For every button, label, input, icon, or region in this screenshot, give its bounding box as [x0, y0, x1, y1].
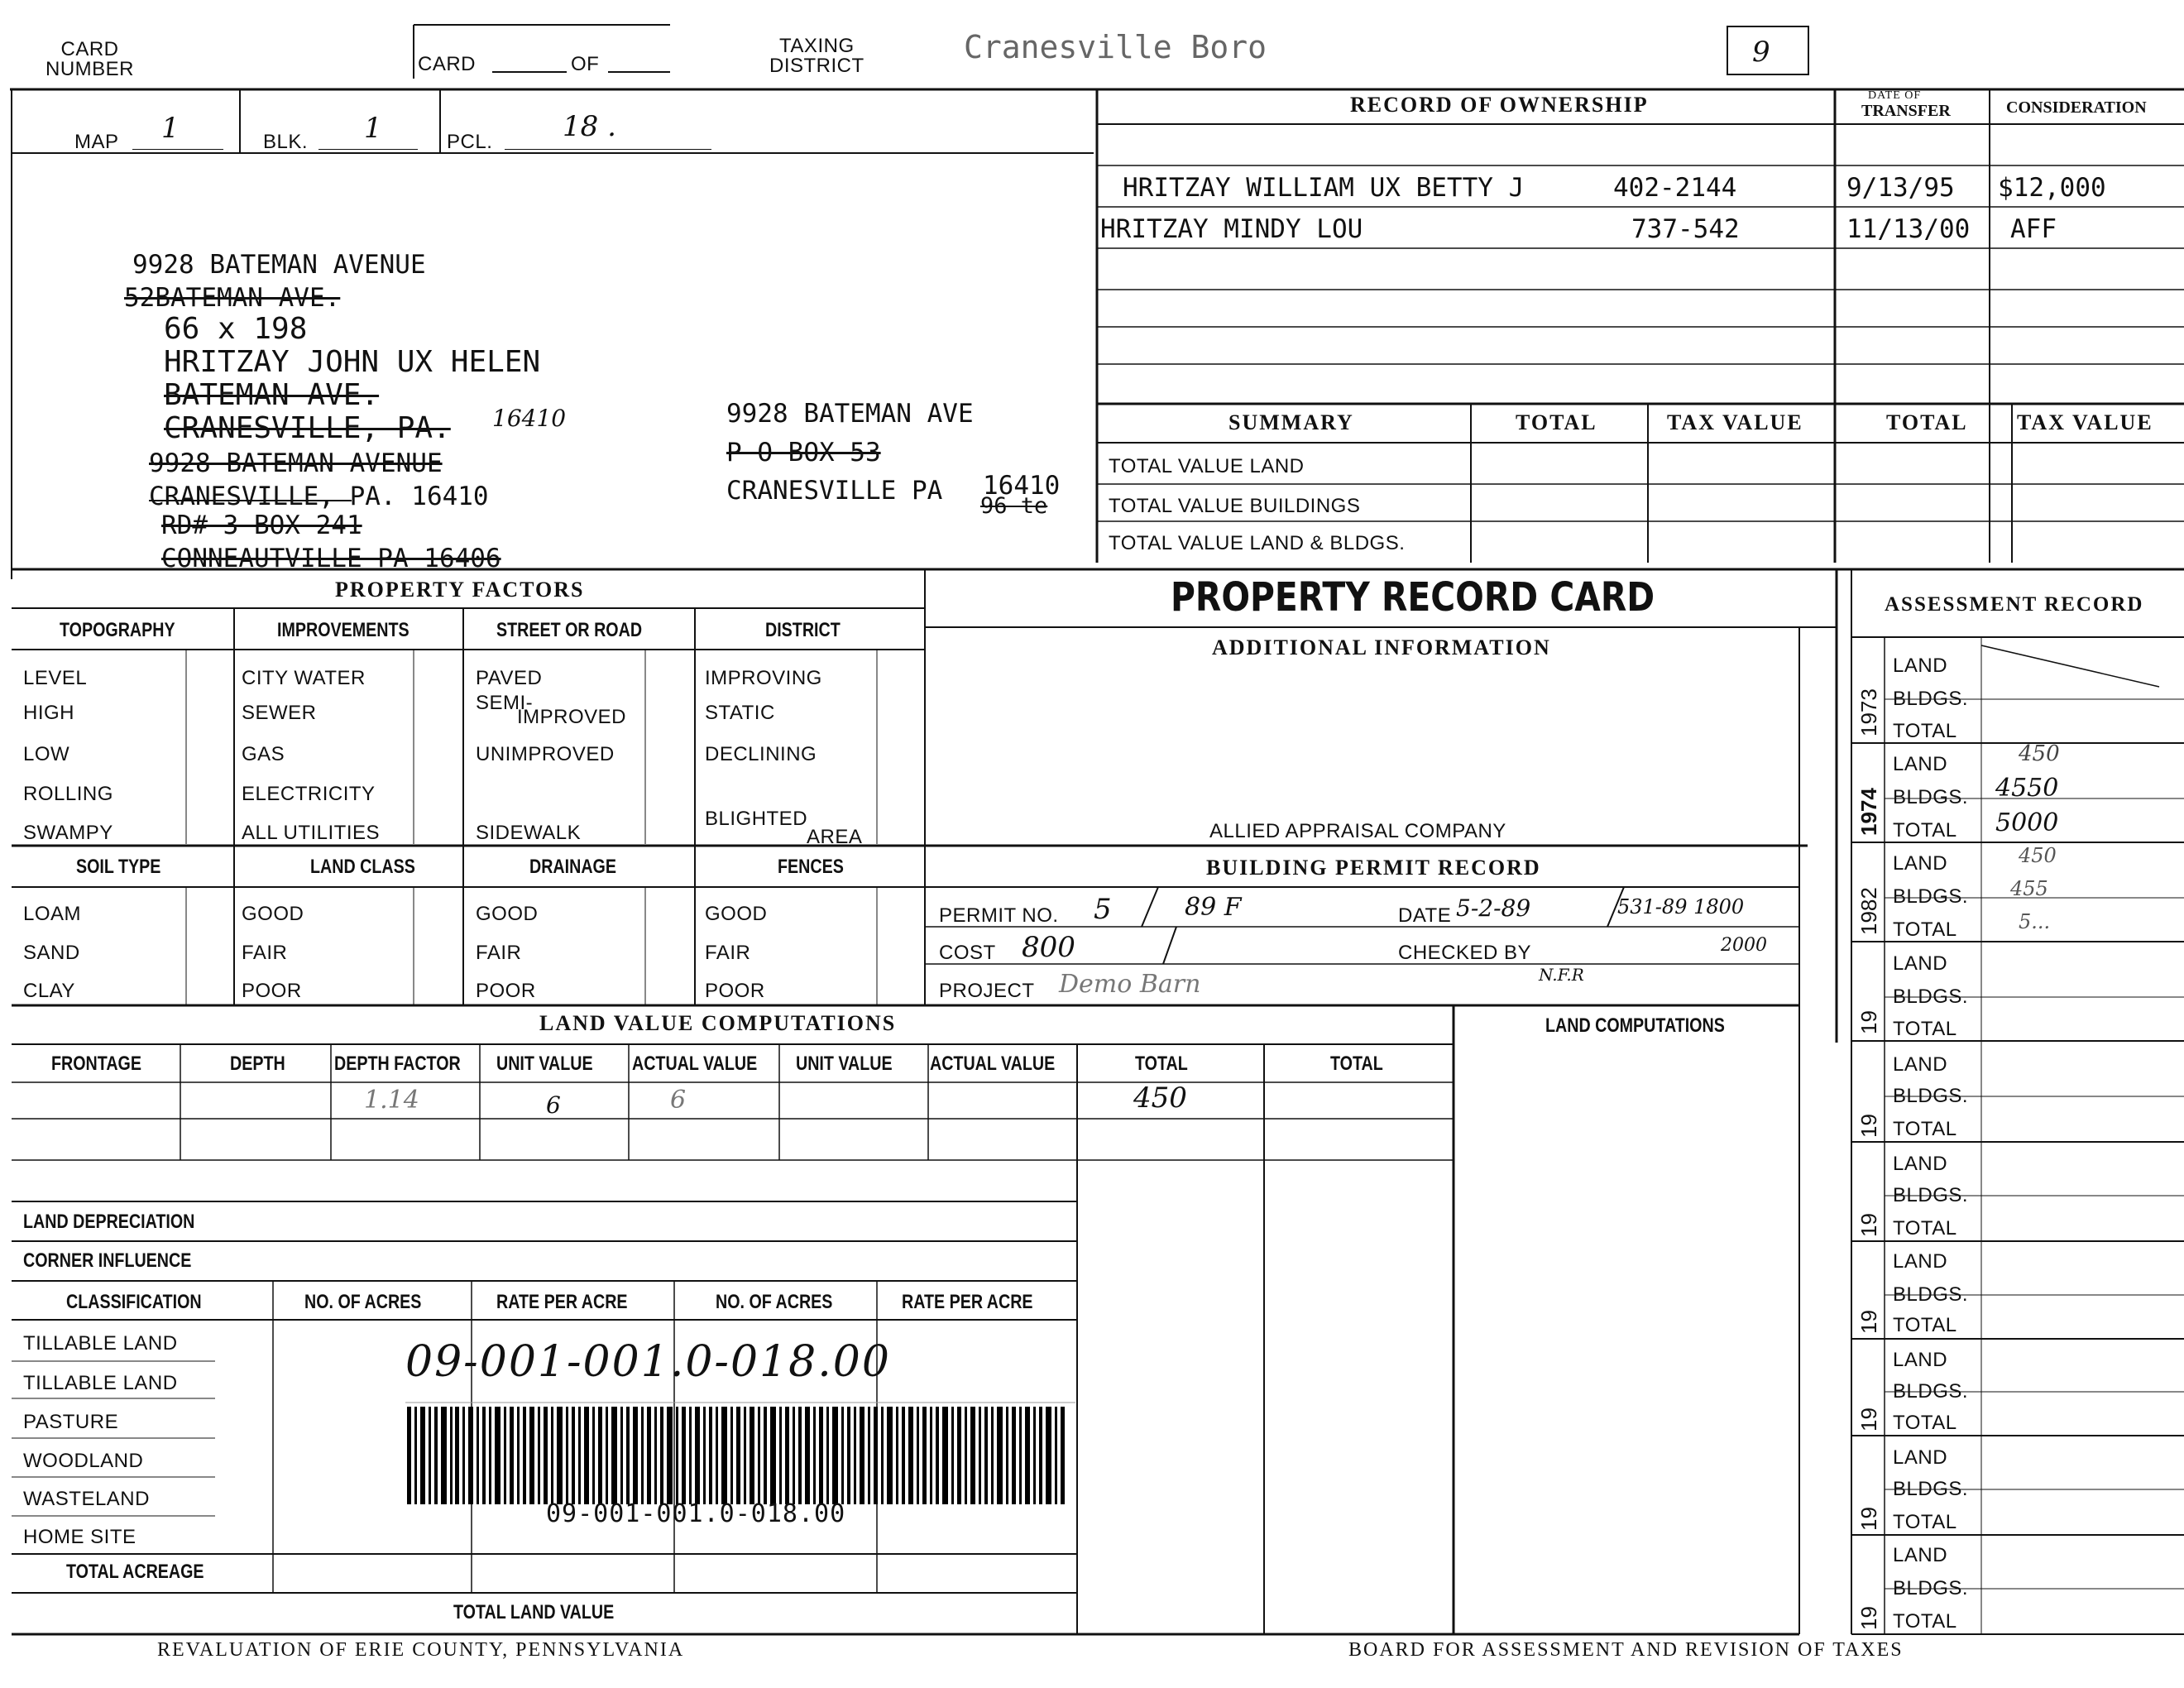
fences-header: FENCES: [778, 856, 844, 878]
card-title: PROPERTY RECORD CARD: [1171, 574, 1655, 621]
right-address-3: CRANESVILLE PA: [726, 476, 943, 506]
acres-header-1: NO. OF ACRES: [304, 1291, 422, 1313]
summary-row-land: TOTAL VALUE LAND: [1109, 455, 1305, 477]
barcode-bars: [407, 1407, 1065, 1504]
assess-2-total-value: 5000: [1995, 808, 2059, 837]
assess-2-land-value: 450: [2019, 741, 2060, 766]
fences-poor: POOR: [705, 980, 765, 1002]
assess-8-land: LAND: [1893, 1349, 1948, 1371]
assess-9-year: 19: [1856, 1507, 1881, 1531]
assess-3-land: LAND: [1893, 852, 1948, 875]
assess-1-year: 1973: [1856, 688, 1881, 736]
total-land-value-label: TOTAL LAND VALUE: [453, 1601, 615, 1623]
right-address-2: P O BOX 53: [726, 438, 881, 468]
of-label: OF: [571, 53, 600, 75]
soil-header: SOIL TYPE: [76, 856, 161, 878]
lv-unit-value: 6: [546, 1091, 561, 1119]
owner-row-1-book: 402-2144: [1613, 173, 1737, 203]
owner-row-2-date: 11/13/00: [1846, 214, 1971, 244]
assess-7-total: TOTAL: [1893, 1314, 1957, 1336]
barcode-printed: 09-001-001.0-018.00: [546, 1499, 846, 1528]
assess-2-total: TOTAL: [1893, 819, 1957, 842]
lv-header-depth-factor: DEPTH FACTOR: [334, 1053, 461, 1075]
assess-5-bldgs: BLDGS.: [1893, 1085, 1969, 1107]
district-declining: DECLINING: [705, 743, 817, 765]
footer-right: BOARD FOR ASSESSMENT AND REVISION OF TAXES: [1348, 1639, 1904, 1661]
assess-4-land: LAND: [1893, 952, 1948, 975]
district-improving: IMPROVING: [705, 667, 822, 689]
street-header: STREET OR ROAD: [496, 619, 643, 641]
owner-name: HRITZAY JOHN UX HELEN: [164, 345, 541, 379]
owner-row-1-consideration: $12,000: [1998, 173, 2106, 203]
assess-3-bldgs-value: 455: [2010, 877, 2048, 900]
land-class-header: LAND CLASS: [310, 856, 415, 878]
impr-water: CITY WATER: [242, 667, 366, 689]
assess-2-bldgs-value: 4550: [1995, 774, 2059, 803]
taxing-district-label: TAXING DISTRICT: [769, 35, 864, 77]
lv-depth-factor-value: 1.14: [364, 1086, 419, 1115]
pcl-line: [505, 149, 711, 150]
class-pasture: PASTURE: [23, 1411, 119, 1433]
land-computations-title: LAND COMPUTATIONS: [1545, 1014, 1725, 1037]
additional-info-title: ADDITIONAL INFORMATION: [1212, 635, 1551, 659]
address-line-10: CONNEAUTVILLE PA 16406: [161, 544, 501, 573]
address-line-6: CRANESVILLE, PA.: [164, 411, 451, 445]
blk-label: BLK.: [263, 131, 309, 153]
assess-1-land: LAND: [1893, 655, 1948, 677]
topo-low: LOW: [23, 743, 70, 765]
card-label: CARD: [418, 53, 477, 75]
class-woodland: WOODLAND: [23, 1450, 144, 1472]
assess-1-total: TOTAL: [1893, 720, 1957, 742]
landclass-fair: FAIR: [242, 942, 288, 964]
assess-3-total-value: 5...: [2019, 910, 2051, 933]
street-semi: SEMI-: [476, 692, 534, 714]
assess-3-total: TOTAL: [1893, 918, 1957, 941]
acres-header-2: NO. OF ACRES: [716, 1291, 833, 1313]
assess-8-year: 19: [1856, 1407, 1881, 1431]
district-header: DISTRICT: [765, 619, 841, 641]
right-address-zip: 16410: [983, 471, 1061, 501]
right-address-1: 9928 BATEMAN AVE: [726, 399, 974, 429]
assess-3-year: 1982: [1856, 887, 1881, 935]
address-line-6-hw: 16410: [492, 405, 567, 432]
assess-5-land: LAND: [1893, 1053, 1948, 1076]
project-label: PROJECT: [939, 980, 1035, 1002]
footer-left: REVALUATION OF ERIE COUNTY, PENNSYLVANIA: [157, 1639, 685, 1661]
assess-9-land: LAND: [1893, 1446, 1948, 1469]
owner-row-2-name: HRITZAY MINDY LOU: [1100, 214, 1363, 244]
project-value: Demo Barn: [1059, 970, 1201, 999]
consideration-header: CONSIDERATION: [2006, 98, 2147, 117]
appraisal-company: ALLIED APPRAISAL COMPANY: [1209, 820, 1506, 842]
address-line-2: 52BATEMAN AVE.: [124, 283, 341, 313]
lv-header-depth: DEPTH: [230, 1053, 285, 1075]
assess-2-bldgs: BLDGS.: [1893, 786, 1969, 808]
fences-fair: FAIR: [705, 942, 751, 964]
soil-sand: SAND: [23, 942, 80, 964]
total-acreage-label: TOTAL ACREAGE: [66, 1561, 204, 1583]
permit-title: BUILDING PERMIT RECORD: [1206, 856, 1541, 880]
lv-header-frontage: FRONTAGE: [51, 1053, 141, 1075]
topo-high: HIGH: [23, 702, 74, 724]
address-line-8: CRANESVILLE, PA. 16410: [149, 482, 489, 511]
lv-header-unit-value-2: UNIT VALUE: [796, 1053, 893, 1075]
improvements-header: IMPROVEMENTS: [277, 619, 410, 641]
assess-2-land: LAND: [1893, 753, 1948, 775]
topo-swampy: SWAMPY: [23, 822, 113, 844]
assess-8-bldgs: BLDGS.: [1893, 1380, 1969, 1403]
date-header: TRANSFER: [1861, 102, 1951, 120]
barcode-handwritten: 09-001-001.0-018.00: [405, 1337, 891, 1387]
right-address-4: 96 te: [980, 493, 1048, 519]
assess-4-bldgs: BLDGS.: [1893, 985, 1969, 1008]
assess-7-year: 19: [1856, 1310, 1881, 1334]
assess-2-year-vert: 1974: [1856, 788, 1881, 836]
address-line-9: RD# 3 BOX 241: [161, 511, 362, 540]
topo-level: LEVEL: [23, 667, 88, 689]
permit-no-value: 5: [1094, 893, 1112, 926]
drainage-header: DRAINAGE: [529, 856, 616, 878]
pcl-value: 18 .: [563, 110, 616, 143]
summary-total-2: TOTAL: [1886, 410, 1968, 434]
assess-8-total: TOTAL: [1893, 1412, 1957, 1434]
rate-header-1: RATE PER ACRE: [496, 1291, 628, 1313]
permit-no-hw: 89 F: [1185, 893, 1242, 922]
class-tillable-1: TILLABLE LAND: [23, 1332, 178, 1355]
lv-header-total-2: TOTAL: [1330, 1053, 1383, 1075]
soil-loam: LOAM: [23, 903, 82, 925]
summary-row-land-bldgs: TOTAL VALUE LAND & BLDGS.: [1109, 532, 1406, 554]
lv-total-value: 450: [1133, 1081, 1187, 1115]
district-area: AREA: [807, 826, 863, 848]
map-label: MAP: [74, 131, 119, 153]
pcl-label: PCL.: [447, 131, 493, 153]
owner-row-1-date: 9/13/95: [1846, 173, 1955, 203]
assess-10-year: 19: [1856, 1606, 1881, 1630]
drainage-good: GOOD: [476, 903, 539, 925]
permit-cost-value: 800: [1022, 931, 1075, 964]
assessment-title: ASSESSMENT RECORD: [1885, 593, 2144, 616]
assess-6-land: LAND: [1893, 1153, 1948, 1175]
drainage-fair: FAIR: [476, 942, 522, 964]
summary-title: SUMMARY: [1228, 410, 1354, 434]
map-line: [132, 149, 223, 150]
permit-no-label: PERMIT NO.: [939, 904, 1059, 927]
blk-line: [318, 149, 418, 150]
taxing-district-value: Cranesville Boro: [964, 29, 1267, 65]
class-home-site: HOME SITE: [23, 1526, 136, 1548]
class-wasteland: WASTELAND: [23, 1488, 150, 1510]
assess-4-year: 19: [1856, 1010, 1881, 1034]
card-number-line: [492, 71, 567, 73]
soil-clay: CLAY: [23, 980, 75, 1002]
ownership-title: RECORD OF OWNERSHIP: [1350, 93, 1649, 117]
assess-5-year: 19: [1856, 1114, 1881, 1138]
owner-row-2-book: 737-542: [1631, 214, 1740, 244]
impr-electricity: ELECTRICITY: [242, 783, 376, 805]
assess-9-bldgs: BLDGS.: [1893, 1478, 1969, 1500]
impr-gas: GAS: [242, 743, 285, 765]
permit-date-value: 5-2-89: [1456, 894, 1531, 922]
assess-10-land: LAND: [1893, 1544, 1948, 1566]
summary-tax-value: TAX VALUE: [1667, 410, 1803, 434]
lv-header-total-1: TOTAL: [1135, 1053, 1188, 1075]
classification-header: CLASSIFICATION: [66, 1291, 202, 1313]
owner-row-1-name: HRITZAY WILLIAM UX BETTY J: [1123, 173, 1525, 203]
lv-actual-value: 6: [670, 1086, 687, 1115]
assess-3-land-value: 450: [2019, 844, 2057, 867]
lv-header-unit-value-1: UNIT VALUE: [496, 1053, 593, 1075]
address-line-7: 9928 BATEMAN AVENUE: [149, 448, 443, 478]
assess-6-total: TOTAL: [1893, 1217, 1957, 1240]
checked-by-label: CHECKED BY: [1398, 942, 1532, 964]
permit-date-label: DATE: [1398, 904, 1452, 927]
street-improved: IMPROVED: [517, 706, 627, 728]
date-header-small: DATE OF: [1868, 89, 1922, 102]
lv-header-actual-value-2: ACTUAL VALUE: [930, 1053, 1056, 1075]
blk-value: 1: [364, 112, 382, 145]
summary-total: TOTAL: [1516, 410, 1597, 434]
assess-4-total: TOTAL: [1893, 1018, 1957, 1040]
assess-5-total: TOTAL: [1893, 1118, 1957, 1140]
topography-header: TOPOGRAPHY: [60, 619, 175, 641]
street-unimproved: UNIMPROVED: [476, 743, 615, 765]
fences-good: GOOD: [705, 903, 768, 925]
street-sidewalk: SIDEWALK: [476, 822, 582, 844]
corner-influence-label: CORNER INFLUENCE: [23, 1249, 192, 1272]
district-blighted: BLIGHTED: [705, 808, 808, 830]
assess-3-bldgs: BLDGS.: [1893, 885, 1969, 908]
class-tillable-2: TILLABLE LAND: [23, 1372, 178, 1394]
address-line-5: BATEMAN AVE.: [164, 378, 380, 412]
lv-header-actual-value-1: ACTUAL VALUE: [632, 1053, 758, 1075]
assess-7-bldgs: BLDGS.: [1893, 1283, 1969, 1306]
card-number-label: CARD NUMBER: [46, 38, 135, 80]
owner-row-2-consideration: AFF: [2010, 214, 2057, 244]
card-of-line: [608, 71, 670, 73]
summary-tax-value-2: TAX VALUE: [2017, 410, 2153, 434]
drainage-poor: POOR: [476, 980, 536, 1002]
strike-line: [149, 500, 352, 501]
summary-row-buildings: TOTAL VALUE BUILDINGS: [1109, 495, 1361, 517]
assess-10-total: TOTAL: [1893, 1610, 1957, 1633]
permit-cost-label: COST: [939, 942, 996, 964]
map-value: 1: [161, 112, 180, 145]
property-factors-title: PROPERTY FACTORS: [335, 578, 585, 602]
street-paved: PAVED: [476, 667, 543, 689]
district-number: 9: [1752, 36, 1770, 69]
assess-10-bldgs: BLDGS.: [1893, 1577, 1969, 1599]
permit-nfr: N.F.R: [1539, 965, 1584, 985]
permit-date-extra: 531-89 1800: [1617, 895, 1745, 918]
assess-9-total: TOTAL: [1893, 1511, 1957, 1533]
district-static: STATIC: [705, 702, 775, 724]
land-depreciation-label: LAND DEPRECIATION: [23, 1211, 195, 1233]
assess-7-land: LAND: [1893, 1250, 1948, 1273]
assess-1-bldgs: BLDGS.: [1893, 688, 1969, 710]
impr-utilities: ALL UTILITIES: [242, 822, 380, 844]
landclass-poor: POOR: [242, 980, 302, 1002]
topo-rolling: ROLLING: [23, 783, 113, 805]
land-value-title: LAND VALUE COMPUTATIONS: [539, 1011, 897, 1035]
rate-header-2: RATE PER ACRE: [902, 1291, 1033, 1313]
assess-6-bldgs: BLDGS.: [1893, 1184, 1969, 1206]
assess-6-year: 19: [1856, 1213, 1881, 1237]
checked-by-extra: 2000: [1721, 935, 1767, 956]
address-line-1: 9928 BATEMAN AVENUE: [132, 250, 426, 280]
address-line-3: 66 x 198: [164, 312, 308, 346]
impr-sewer: SEWER: [242, 702, 317, 724]
landclass-good: GOOD: [242, 903, 304, 925]
